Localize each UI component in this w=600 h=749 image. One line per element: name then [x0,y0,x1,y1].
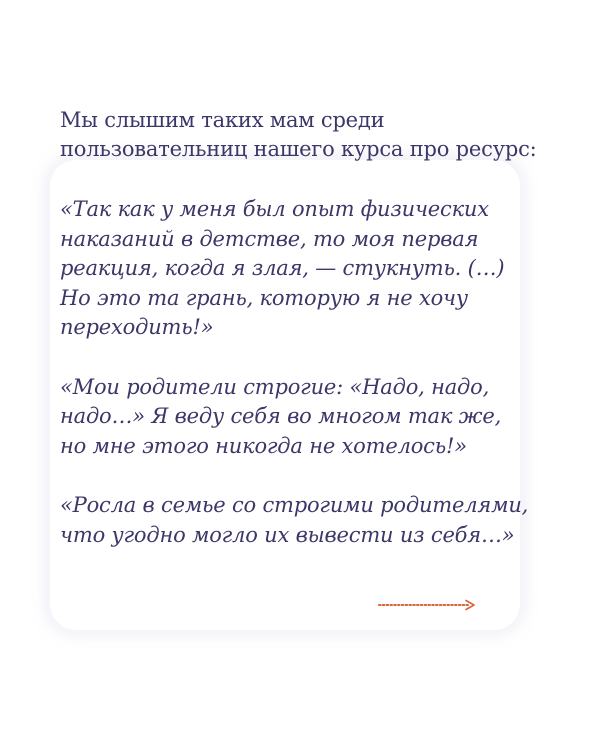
quote-line: Но это та грань, которую я не хочу [60,285,468,310]
quote-line: реакция, когда я злая, — стукнуть. (…) [60,256,505,280]
quote-line: переходить!» [60,315,214,339]
dotted-arrow-right-icon[interactable] [378,598,478,612]
quote-1 [60,195,580,343]
quote-line: что угодно могло их вывести из себя…» [60,522,515,547]
quote-line: наказаний в детстве, то моя первая [60,226,479,251]
quote-line: «Росла в семье со строгими родителями, [60,493,529,517]
quote-3 [60,491,580,550]
text-block [60,106,580,550]
intro-line: Мы слышим таких мам среди [60,108,385,132]
intro-paragraph [60,106,580,164]
quote-line: надо…» Я веду себя во многом так же, [60,404,502,428]
intro-line: пользовательниц нашего курса про ресурс: [60,137,537,161]
quote-line: но мне этого никогда не хотелось!» [60,433,467,458]
quote-line: «Так как у меня был опыт физических [60,197,489,221]
quote-line: «Мои родители строгие: «Надо, надо, [60,374,490,399]
quote-2 [60,373,580,462]
